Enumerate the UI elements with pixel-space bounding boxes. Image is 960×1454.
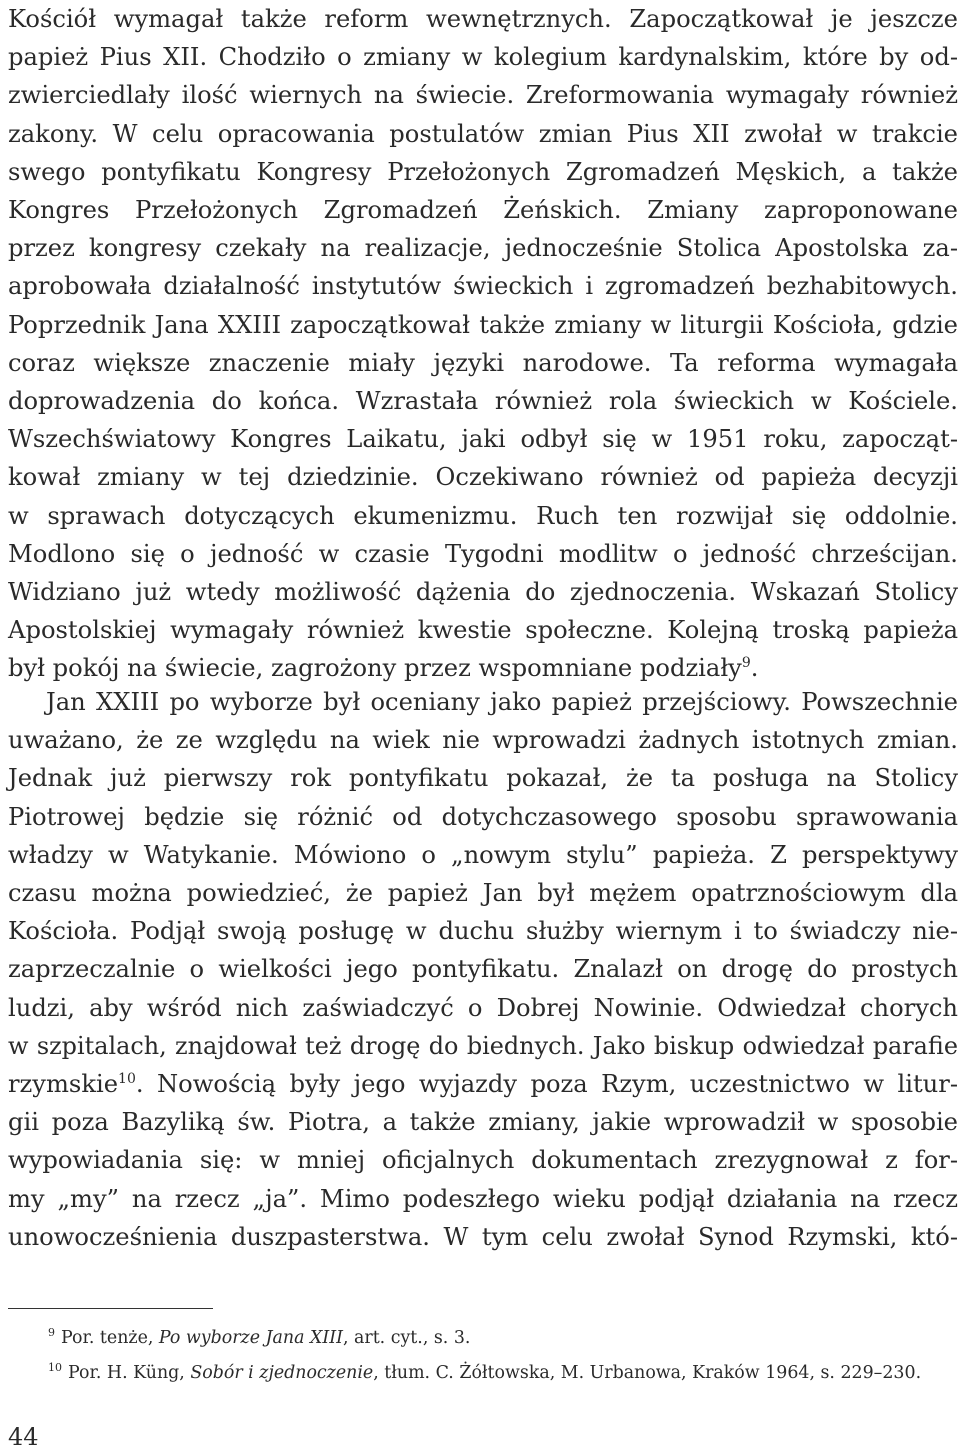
text-line: doprowadzenia do końca. Wzrastała również rola świeckich w Kościele.: [8, 387, 958, 416]
text-line: przez kongresy czekały na realizacje, jednocześnie Stolica Apostolska za-: [8, 234, 958, 263]
text-line: Modlono się o jedność w czasie Tygodni modlitw o jedność chrześcijan.: [8, 539, 958, 568]
text-line: swego pontyfikatu Kongresy Przełożonych Zgromadzeń Męskich, a także: [8, 157, 958, 186]
text-line: Jednak już pierwszy rok pontyfikatu pokazał, że ta posługa na Stolicy: [8, 764, 958, 793]
footnote-separator: [8, 1308, 213, 1309]
text-line: zakony. W celu opracowania postulatów zmian Pius XII zwołał w trakcie: [8, 119, 958, 148]
text-line: Kongres Przełożonych Zgromadzeń Żeńskich. Zmiany zaproponowane: [8, 196, 958, 225]
text-line: aprobowała działalność instytutów świeckich i zgromadzeń bezhabitowych.: [8, 272, 958, 301]
footnote-number: 9: [48, 1326, 55, 1339]
paragraph-1: [8, 0, 958, 688]
text-line: Kościoła. Podjął swoją posługę w duchu służby wiernym i to świadczy nie-: [8, 917, 958, 946]
text-line: my „my” na rzecz „ja”. Mimo podeszłego wieku podjął działania na rzecz: [8, 1184, 958, 1213]
text-line: Widziano już wtedy możliwość dążenia do zjednoczenia. Wskazań Stolicy: [8, 578, 958, 607]
text-line: Wszechświatowy Kongres Laikatu, jaki odbył się w 1951 roku, zapocząt-: [8, 425, 958, 454]
footnote-10: [48, 1353, 960, 1388]
footnote-text: Por. tenże,: [61, 1327, 159, 1348]
text-line: ludzi, aby wśród nich zaświadczyć o Dobrej Nowinie. Odwiedzał chorych: [8, 993, 958, 1022]
text-line: [8, 1065, 958, 1103]
footnote-text: Por. H. Küng,: [68, 1362, 191, 1383]
footnote-number: 10: [48, 1360, 62, 1374]
text-line: uważano, że ze względu na wiek nie wprowadzi żadnych istotnych zmian.: [8, 726, 958, 755]
text-line: Piotrowej będzie się różnić od dotychczasowego sposobu sprawowania: [8, 802, 958, 831]
text-line: coraz większe znaczenie miały języki narodowe. Ta reforma wymagała: [8, 348, 958, 377]
footnote-text: , tłum. C. Żółtowska, M. Urbanowa, Kraków 1964, s. 229–230.: [373, 1362, 922, 1383]
text-line-start: rzymskie: [8, 1070, 119, 1099]
text-line: był pokój na świecie, zagrożony przez wspomniane podziały$^9$.: [8, 654, 759, 683]
text-line: w sprawach dotyczących ekumenizmu. Ruch ten rozwijał się oddolnie.: [8, 501, 958, 530]
text-line: wypowiadania się: w mniej oficjalnych dokumentach zrezygnował z for-: [8, 1146, 958, 1175]
text-line: w szpitalach, znajdował też drogę do biednych. Jako biskup odwiedzał parafie: [8, 1031, 958, 1060]
page-number: 44: [8, 1423, 39, 1451]
text-line-content: był pokój na świecie, zagrożony przez wspomniane podziały: [8, 654, 742, 683]
text-line: papież Pius XII. Chodziło o zmiany w kolegium kardynalskim, które by od-: [8, 43, 958, 72]
footnote-title: Po wyborze Jana XIII: [158, 1327, 343, 1348]
footnote-text: , art. cyt., s. 3.: [342, 1327, 471, 1348]
footnote-reference-9[interactable]: 9: [741, 655, 751, 672]
text-line: Poprzednik Jana XXIII zapoczątkował także zmiany w liturgii Kościoła, gdzie: [8, 310, 958, 339]
text-line: kował zmiany w tej dziedzinie. Oczekiwano również od papieża decyzji: [8, 463, 958, 492]
text-line-end: . Nowością były jego wyjazdy poza Rzym, uczestnictwo w litur-: [135, 1070, 958, 1099]
text-line: gii poza Bazyliką św. Piotra, a także zmiany, jakie wprowadził w sposobie: [8, 1108, 958, 1137]
footnote-9: [48, 1318, 960, 1353]
footnote-reference-10[interactable]: 10: [118, 1070, 136, 1087]
text-line: czasu można powiedzieć, że papież Jan był mężem opatrznościowym dla: [8, 879, 958, 908]
footnotes: [48, 1318, 960, 1388]
text-line: Apostolskiej wymagały również kwestie społeczne. Kolejną troską papieża: [8, 616, 958, 645]
footnote-title: Sobór i zjednoczenie: [190, 1362, 374, 1383]
text-line: Kościół wymagał także reform wewnętrznych. Zapoczątkował je jeszcze: [8, 5, 958, 33]
text-line: zaprzeczalnie o wielkości jego pontyfikatu. Znalazł on drogę do prostych: [8, 955, 958, 984]
text-line: Jan XXIII po wyborze był oceniany jako papież przejściowy. Powszechnie: [46, 688, 958, 716]
text-line: władzy w Watykanie. Mówiono o „nowym stylu” papieża. Z perspektywy: [8, 840, 958, 869]
text-line: unowocześnienia duszpasterstwa. W tym celu zwołał Synod Rzymski, któ-: [8, 1222, 958, 1251]
paragraph-2: [8, 683, 958, 1256]
text-line: zwierciedlały ilość wiernych na świecie. Zreformowania wymagały również: [8, 81, 958, 110]
